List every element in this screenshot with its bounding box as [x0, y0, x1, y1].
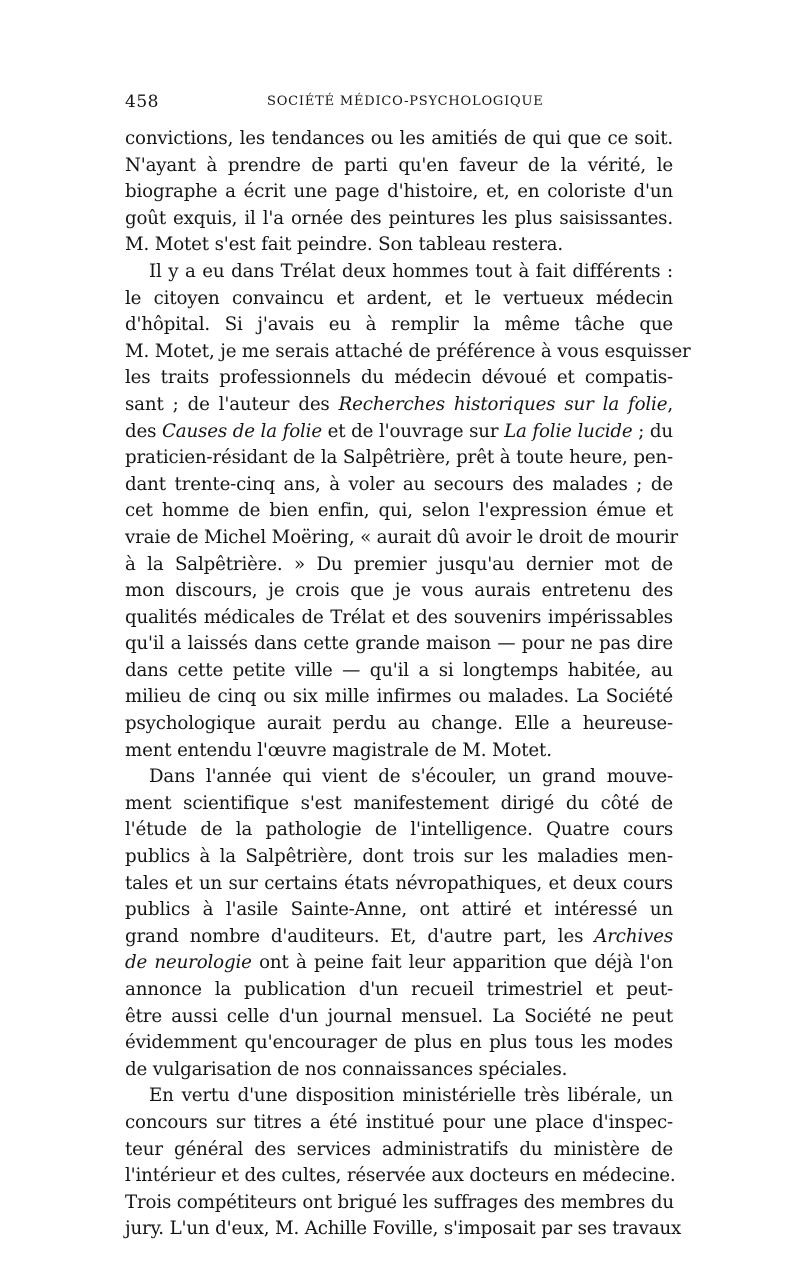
text-line: M. Motet s'est fait peindre. Son tableau restera. — [125, 234, 563, 256]
text-line: ment scientifique s'est manifestement dirigé du côté de — [125, 792, 673, 814]
text-line: milieu de cinq ou six mille infirmes ou malades. La Société — [125, 686, 673, 708]
text-line: annonce la publication d'un recueil trimestriel et peut- — [125, 979, 673, 1000]
text-line: le citoyen convaincu et ardent, et le vertueux médecin — [125, 287, 673, 309]
text-segment: et de l'ouvrage sur — [321, 420, 505, 442]
text-line: être aussi celle d'un journal mensuel. La Société ne peut — [125, 1005, 673, 1027]
paragraph — [125, 126, 673, 259]
text-segment: des — [125, 420, 163, 442]
text-line: convictions, les tendances ou les amitiés de qui que ce soit. — [125, 128, 673, 149]
text-line: concours sur titres a été institué pour une place d'inspec- — [125, 1111, 673, 1133]
running-title: SOCIÉTÉ MÉDICO-PSYCHOLOGIQUE — [267, 94, 544, 109]
text-segment: grand nombre d'auditeurs. Et, d'autre part, les — [125, 925, 595, 947]
text-line: M. Motet, je me serais attaché de préférence à vous esquisser — [125, 340, 691, 362]
text-line: ment entendu l'œuvre magistrale de M. Motet. — [125, 739, 552, 761]
text-line: tales et un sur certains états névropathiques, et deux cours — [125, 872, 673, 894]
italic-text: Recherches historiques sur la folie — [338, 393, 668, 415]
text-line: qualités médicales de Trélat et des souvenirs impérissables — [125, 606, 673, 628]
italic-text: Causes de la folie — [162, 420, 322, 442]
text-segment: ; du — [632, 420, 673, 442]
text-line: goût exquis, il l'a ornée des peintures les plus saisissantes. — [125, 207, 673, 229]
text-line: dant trente-cinq ans, à voler au secours des malades ; de — [125, 473, 673, 495]
text-line: l'intérieur et des cultes, réservée aux docteurs en médecine. — [125, 1165, 676, 1187]
text-line: biographe a écrit une page d'histoire, et, en coloriste d'un — [125, 181, 673, 203]
text-line — [125, 950, 673, 977]
paragraph — [125, 259, 691, 764]
text-line: cet homme de bien enfin, qui, selon l'expression émue et — [125, 500, 673, 522]
text-segment: , — [667, 393, 673, 415]
text-line: dans cette petite ville — qu'il a si longtemps habitée, au — [125, 659, 673, 681]
text-line: psychologique aurait perdu au change. Elle a heureuse- — [125, 713, 673, 735]
text-line: publics à la Salpêtrière, dont trois sur les maladies men- — [125, 846, 673, 868]
text-line: à la Salpêtrière. » Du premier jusqu'au dernier mot de — [125, 553, 673, 575]
text-line: Il y a eu dans Trélat deux hommes tout à fait différents : — [149, 260, 673, 282]
page-number: 458 — [125, 92, 159, 112]
text-line: d'hôpital. Si j'avais eu à remplir la même tâche que — [125, 314, 673, 336]
text-line: qu'il a laissés dans cette grande maison — pour ne pas dire — [125, 633, 673, 655]
text-line — [125, 419, 673, 446]
text-line: N'ayant à prendre de parti qu'en faveur de la vérité, le — [125, 154, 673, 176]
text-line: teur général des services administratifs du ministère de — [125, 1138, 673, 1160]
text-line: évidemment qu'encourager de plus en plus tous les modes — [125, 1032, 673, 1054]
text-line: jury. L'un d'eux, M. Achille Foville, s'imposait par ses travaux — [125, 1218, 682, 1240]
text-line: l'étude de la pathologie de l'intelligence. Quatre cours — [125, 819, 673, 841]
text-line: les traits professionnels du médecin dévoué et compatis- — [125, 367, 673, 389]
italic-text: de neurologie — [125, 952, 252, 974]
text-line — [125, 924, 673, 951]
text-segment: ont à peine fait leur apparition que déjà l'on — [251, 952, 673, 974]
text-line: En vertu d'une disposition ministérielle très libérale, un — [149, 1085, 673, 1107]
italic-text: Archives — [594, 925, 673, 947]
text-line: vraie de Michel Moëring, « aurait dû avoir le droit de mourir — [125, 526, 678, 548]
paragraph — [125, 764, 673, 1083]
text-line: praticien-résidant de la Salpêtrière, prêt à toute heure, pen- — [125, 447, 673, 469]
book-page — [125, 88, 691, 1243]
paragraph — [125, 1083, 682, 1243]
text-line: Trois compétiteurs ont brigué les suffrages des membres du — [125, 1191, 674, 1213]
body-text — [125, 126, 691, 1243]
text-line: Dans l'année qui vient de s'écouler, un grand mouve- — [149, 766, 673, 788]
text-segment: sant ; de l'auteur des — [125, 393, 339, 415]
page-header — [125, 88, 673, 116]
text-line: de vulgarisation de nos connaissances spéciales. — [125, 1058, 568, 1080]
text-line: publics à l'asile Sainte-Anne, ont attiré et intéressé un — [125, 899, 673, 921]
text-line — [125, 392, 673, 419]
text-line: mon discours, je crois que je vous aurais entretenu des — [125, 580, 673, 602]
italic-text: La folie lucide — [504, 420, 633, 442]
